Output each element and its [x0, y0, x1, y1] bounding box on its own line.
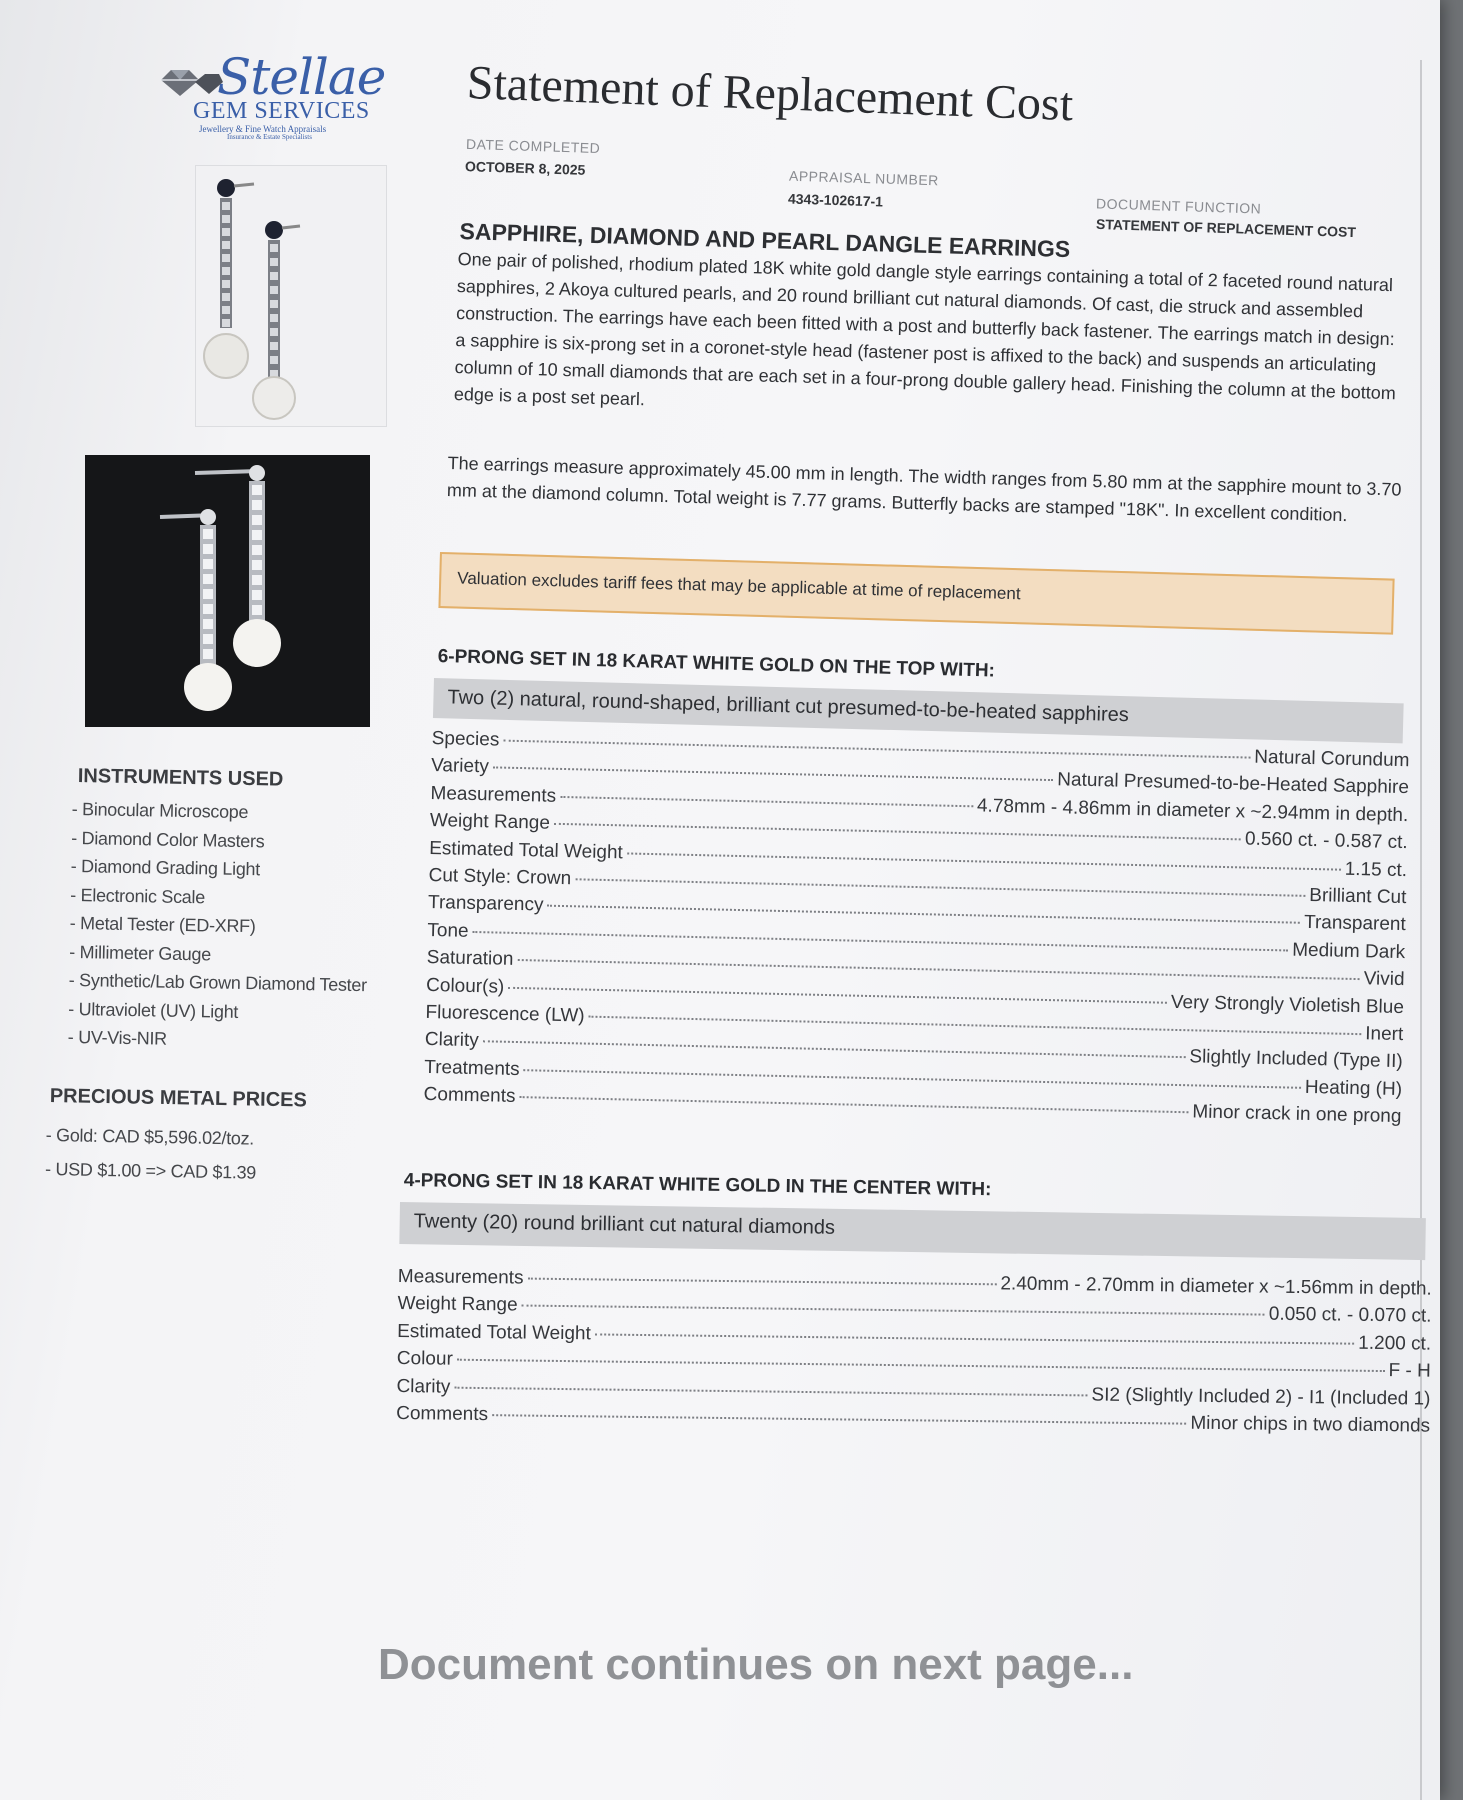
page-edge-line: [1420, 60, 1432, 1800]
instruments-heading: INSTRUMENTS USED: [77, 765, 284, 791]
list-item: - Ultraviolet (UV) Light: [68, 998, 239, 1022]
spec-label: Saturation: [426, 947, 514, 971]
date-completed-label: DATE COMPLETED: [465, 135, 601, 157]
spec-label: Species: [431, 728, 500, 751]
item-heading: SAPPHIRE, DIAMOND AND PEARL DANGLE EARRINGS: [459, 218, 1071, 263]
spec-value: SI2 (Slightly Included 2) - I1 (Included 1): [1091, 1384, 1431, 1410]
instruments-list: [68, 795, 370, 1057]
dot-leader: [454, 1386, 1087, 1396]
measurement-description: The earrings measure approximately 45.00 mm in length. The width ranges from 5.80 mm at the sapphire mount to 3.70 mm at the diamond column. Total weight is 7.77 grams. Butterfly backs are stamped "18K". In excellent condition.: [446, 452, 1402, 526]
sapphire-spec-list: [423, 728, 1409, 1134]
spec-value: F - H: [1388, 1360, 1431, 1382]
spec-value: Very Strongly Violetish Blue: [1170, 991, 1405, 1018]
dot-leader: [528, 1278, 997, 1286]
spec-value: Inert: [1365, 1023, 1404, 1046]
spec-label: Fluorescence (LW): [425, 1001, 585, 1027]
spec-value: Transparent: [1303, 912, 1407, 936]
spec-value: Heating (H): [1304, 1076, 1403, 1100]
date-completed-value: OCTOBER 8, 2025: [464, 158, 586, 178]
list-item: - Synthetic/Lab Grown Diamond Tester: [68, 969, 367, 996]
logo-company-name: GEM SERVICES: [193, 98, 370, 124]
tariff-notice: Valuation excludes tariff fees that may be applicable at time of replacement: [438, 552, 1394, 635]
list-item: - UV-Vis-NIR: [67, 1026, 168, 1049]
document-title: Statement of Replacement Cost: [466, 55, 1075, 132]
dot-leader: [493, 767, 1053, 782]
list-item: - Diamond Color Masters: [71, 827, 265, 851]
spec-value: Minor crack in one prong: [1192, 1101, 1402, 1128]
spec-label: Estimated Total Weight: [429, 837, 624, 863]
dot-leader: [554, 823, 1241, 841]
diamond-logo-icon: [155, 66, 225, 98]
appraisal-number-label: APPRAISAL NUMBER: [788, 167, 940, 189]
document-function-label: DOCUMENT FUNCTION: [1095, 195, 1262, 217]
spec-label: Clarity: [396, 1375, 451, 1398]
item-description: One pair of polished, rhodium plated 18K white gold dangle style earrings containing a total of 2 faceted round natural sapphires, 2 Akoya cultured pearls, and 20 round brilliant cut natural diamonds. Of cast, die struck and assembled construction. The earrings have each been fitted with a post and butterfly back fastener. The earrings match in design: a sapphire is six-prong set in a coronet-style head (fastener post is affixed to the back) and suspends an articulating column of 10 small diamonds that are each set in a four-prong double gallery head. Finishing the column at the bottom edge is a post set pearl.: [453, 248, 1397, 410]
diamond-summary-band: Twenty (20) round brilliant cut natural diamonds: [399, 1202, 1426, 1260]
dot-leader: [492, 1414, 1186, 1424]
spec-label: Treatments: [424, 1056, 520, 1080]
dot-leader: [560, 796, 973, 807]
dot-leader: [503, 740, 1250, 759]
spec-value: 0.050 ct. - 0.070 ct.: [1268, 1304, 1432, 1328]
spec-label: Measurements: [430, 782, 557, 807]
spec-value: Natural Corundum: [1254, 746, 1410, 772]
dot-leader: [595, 1333, 1354, 1344]
dot-leader: [522, 1305, 1265, 1316]
document-function-value: STATEMENT OF REPLACEMENT COST: [1095, 215, 1357, 241]
metal-prices-list: [45, 1118, 257, 1190]
spec-value: Medium Dark: [1291, 939, 1406, 963]
logo-tagline: Jewellery & Fine Watch Appraisals: [199, 124, 327, 134]
logo-tagline-secondary: Insurance & Estate Specialists: [227, 133, 312, 141]
list-item: - Millimeter Gauge: [69, 941, 212, 964]
logo-script-text: Stellae: [217, 48, 386, 106]
list-item: - Diamond Grading Light: [70, 855, 261, 880]
spec-label: Comments: [396, 1402, 489, 1426]
spec-label: Colour: [396, 1348, 453, 1370]
sapphire-summary-band: Two (2) natural, round-shaped, brilliant cut presumed-to-be-heated sapphires: [433, 678, 1404, 743]
continuation-footer: Document continues on next page...: [378, 1640, 1134, 1689]
spec-value: Vivid: [1363, 968, 1405, 991]
spec-label: Cut Style: Crown: [428, 864, 572, 890]
company-logo: [155, 48, 395, 143]
sapphire-section-title: 6-PRONG SET IN 18 KARAT WHITE GOLD ON THE TOP WITH:: [437, 646, 996, 682]
spec-label: Estimated Total Weight: [397, 1320, 591, 1345]
spec-value: 0.560 ct. - 0.587 ct.: [1244, 828, 1408, 854]
earring-front-graphic: [160, 509, 232, 711]
list-item: - Binocular Microscope: [71, 798, 249, 823]
earring-photo-white-background: [195, 165, 387, 427]
spec-value: Brilliant Cut: [1309, 884, 1407, 909]
appraisal-number-value: 4343-102617-1: [787, 190, 884, 210]
spec-label: Clarity: [424, 1029, 479, 1052]
spec-label: Colour(s): [425, 974, 505, 998]
dot-leader: [508, 986, 1167, 1003]
spec-label: Measurements: [397, 1266, 524, 1289]
spec-label: Variety: [430, 755, 490, 778]
spec-value: 1.200 ct.: [1358, 1332, 1432, 1355]
list-item: - Gold: CAD $5,596.02/toz.: [45, 1124, 255, 1149]
spec-label: Weight Range: [397, 1293, 518, 1316]
dot-leader: [483, 1041, 1186, 1059]
spec-label: Weight Range: [429, 810, 551, 834]
dot-leader: [519, 1096, 1188, 1113]
spec-label: Transparency: [427, 892, 544, 916]
spec-value: Natural Presumed-to-be-Heated Sapphire: [1057, 769, 1410, 799]
diamond-spec-list: [396, 1266, 1432, 1443]
spec-label: Tone: [427, 919, 469, 942]
list-item: - USD $1.00 => CAD $1.39: [44, 1158, 257, 1183]
spec-value: 1.15 ct.: [1344, 858, 1408, 881]
metal-prices-heading: PRECIOUS METAL PRICES: [49, 1085, 308, 1112]
spec-value: 2.40mm - 2.70mm in diameter x ~1.56mm in depth.: [1000, 1273, 1432, 1300]
dot-leader: [457, 1359, 1385, 1372]
earring-photo-black-background: [85, 455, 370, 727]
diamond-section-title: 4-PRONG SET IN 18 KARAT WHITE GOLD IN THE CENTER WITH:: [403, 1170, 992, 1201]
left-earring-graphic: [204, 179, 254, 378]
right-earring-graphic: [253, 221, 300, 419]
list-item: - Electronic Scale: [70, 884, 206, 907]
spec-value: Slightly Included (Type II): [1189, 1046, 1403, 1073]
list-item: - Metal Tester (ED-XRF): [69, 912, 256, 937]
spec-value: Minor chips in two diamonds: [1190, 1412, 1431, 1437]
spec-label: Comments: [423, 1083, 516, 1108]
spec-value: 4.78mm - 4.86mm in diameter x ~2.94mm in depth.: [976, 795, 1409, 826]
